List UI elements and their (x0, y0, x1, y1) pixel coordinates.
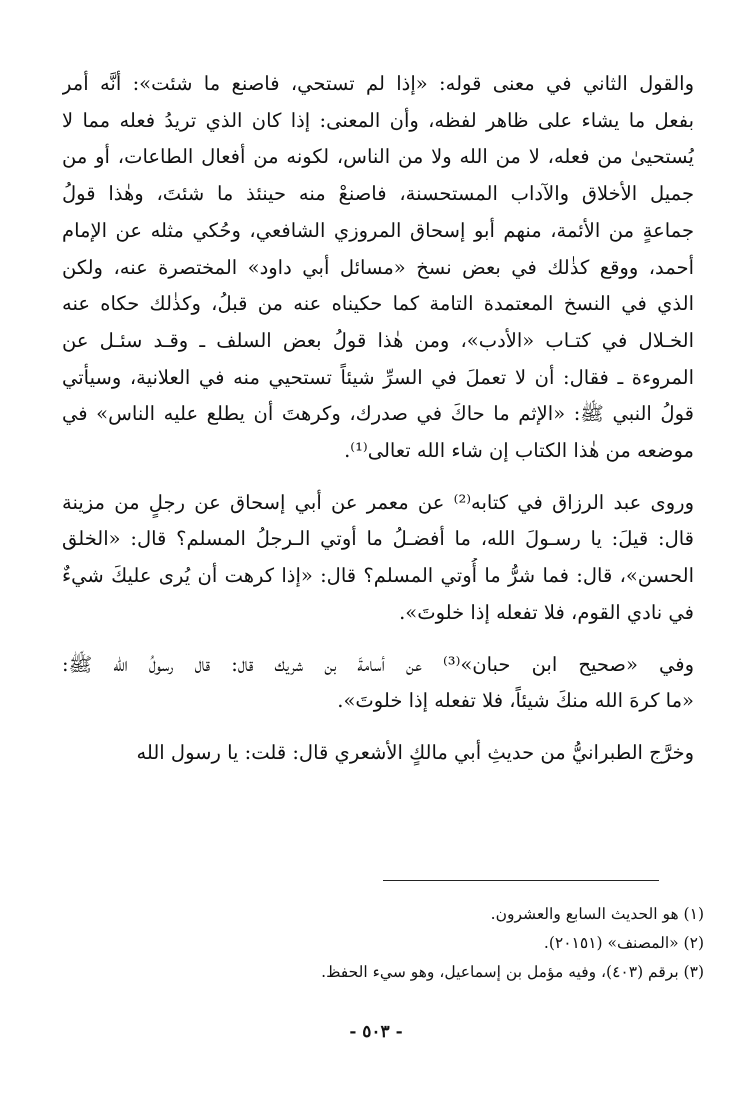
text-line: في نادي القوم، فلا تفعله إذا خلوتَ». (399, 600, 694, 624)
text-line: وروى عبد الرزاق في كتابه⁽²⁾ عن معمر عن أبي إسحاق عن رجلٍ من مزينة (62, 490, 694, 514)
page-number: - ٥٠٣ - (349, 1022, 403, 1042)
paragraph-2 (62, 485, 694, 632)
paragraph-3 (62, 647, 694, 720)
text-line: «ما كرهَ الله منكَ شيئاً، فلا تفعله إذا خلوتَ». (337, 689, 694, 713)
paragraph-1 (62, 66, 694, 470)
main-text (62, 66, 694, 772)
text-line: وفي «صحيح ابن حبان»⁽³⁾ عن أسامةَ بن شريك قال: قال رسولُ الله ﷺ: (62, 652, 694, 676)
text-line: جميل الأخلاق والآداب المستحسنة، فاصنعْ منه حينئذ ما شئتَ، وهٰذا قولُ (62, 182, 694, 206)
text-line: وخرَّج الطبرانيُّ من حديثِ أبي مالكٍ الأشعري قال: قلت: يا رسول الله (136, 740, 694, 764)
footnote-2: (٢) «المصنف» (٢٠١٥١). (543, 934, 704, 952)
text-line: قال: قيلَ: يا رسـولَ الله، ما أفضـلُ ما أوتي الـرجلُ المسلم؟ قال: «الخلق (62, 527, 694, 551)
text-line: أحمد، ووقع كذٰلك في بعض نسخ «مسائل أبي داود» المختصرة عنه، ولكن (62, 255, 694, 279)
text-line: بفعل ما يشاء على ظاهر لفظه، وأن المعنى: إذا كان الذي تريدُ فعله مما لا (62, 108, 694, 132)
footnote-1: (١) هو الحديث السابع والعشرون. (490, 905, 704, 923)
text-line: يُستحيىٰ من فعله، لا من الله ولا من الناس، لكونه من أفعال الطاعات، أو من (62, 145, 694, 169)
text-line: جماعةٍ من الأئمة، منهم أبو إسحاق المروزي الشافعي، وحُكي مثله عن الإمام (62, 218, 694, 242)
text-line: قولُ النبي ﷺ: «الإثم ما حاكَ في صدرك، وكرهتَ أن يطلع عليه الناس» في (62, 402, 694, 426)
text-line: موضعه من هٰذا الكتاب إن شاء الله تعالى⁽¹⁾. (344, 439, 694, 463)
text-line: المروءة ـ فقال: أن لا تعملَ في السرِّ شيئاً تستحيي منه في العلانية، وسيأتي (62, 365, 694, 389)
footnote-separator (383, 880, 659, 881)
footnotes (304, 900, 704, 987)
text-line: الخـلال في كتـاب «الأدب»، ومن هٰذا قولُ بعض السلف ـ وقـد سئـل عن (62, 328, 694, 352)
footnote-3: (٣) برقم (٤٠٣)، وفيه مؤمل بن إسماعيل، وهو سيء الحفظ. (321, 963, 704, 981)
paragraph-4 (62, 735, 694, 772)
text-line: والقول الثاني في معنى قوله: «إذا لم تستحي، فاصنع ما شئت»: أنَّه أمر (62, 72, 694, 95)
text-line: الحسن»، قال: فما شرُّ ما أُوتي المسلم؟ قال: «إذا كرهت أن يُرى عليكَ شيءٌ (62, 564, 694, 588)
text-line: الذي في النسخ المعتمدة التامة كما حكيناه عنه من قبلُ، وكذٰلك حكاه عنه (62, 292, 694, 316)
